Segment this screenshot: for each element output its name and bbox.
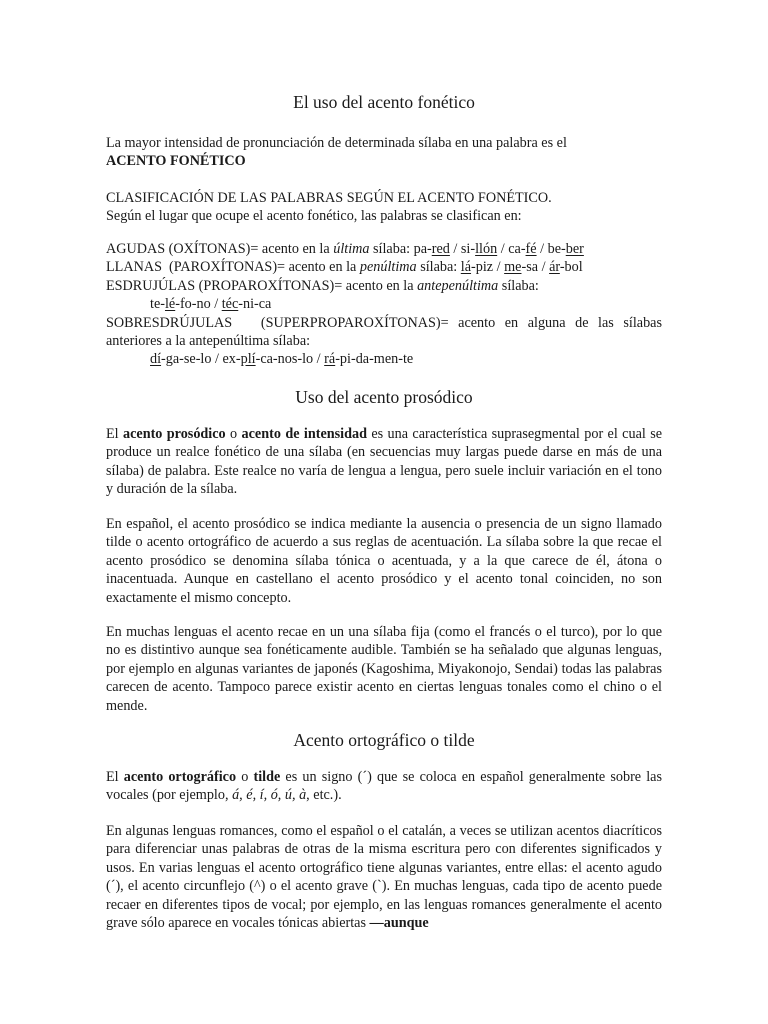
example-part: pa- bbox=[413, 241, 432, 257]
llanas-label: LLANAS (PAROXÍTONAS)= acento en la bbox=[106, 259, 360, 276]
stressed-syllable: lé bbox=[164, 296, 176, 313]
example-part: -fo-no / bbox=[175, 296, 222, 313]
agudas-label: AGUDAS (OXÍTONAS)= acento en la bbox=[106, 241, 334, 257]
ortografico-paragraph-1 bbox=[106, 768, 662, 805]
stressed-syllable: red bbox=[431, 241, 450, 257]
agudas-emphasis: última bbox=[333, 241, 370, 257]
example-part: -ga-se-lo / ex- bbox=[161, 351, 241, 368]
example-part: / ca- bbox=[497, 241, 526, 257]
example-part: / si- bbox=[449, 241, 476, 257]
text-run: es una característica suprasegmental por el cual se produce un realce fonético de una sílaba (en secuencias muy largas puede darse en más de una sílaba) de palabra. Este realce no varía de lengua a lengua, pero suele incluir variación en el tono y duración de la sílaba. bbox=[106, 426, 663, 498]
text-run: o bbox=[236, 769, 254, 785]
section-title-acento-ortografico: Acento ortográfico o tilde bbox=[293, 730, 475, 750]
bold-term: tilde bbox=[253, 769, 281, 785]
llanas-emphasis: penúltima bbox=[359, 259, 417, 276]
text-run: , etc.). bbox=[306, 787, 342, 804]
stressed-syllable: rá bbox=[324, 351, 336, 368]
section-title-acento-fonetico: El uso del acento fonético bbox=[293, 92, 475, 112]
bold-term: acento ortográfico bbox=[123, 769, 237, 785]
prosodico-paragraph-1 bbox=[106, 425, 662, 499]
stressed-syllable: ber bbox=[565, 241, 584, 257]
stressed-syllable: llón bbox=[475, 241, 498, 257]
text-run: es un signo (´) que se coloca en español generalmente sobre las vocales (por ejemplo, bbox=[106, 769, 662, 804]
stressed-syllable: me bbox=[504, 259, 522, 276]
sobresdrujulas-line: SOBRESDRÚJULAS (SUPERPROPAROXÍTONAS)= acento en alguna de las sílabas anteriores a la antepenúltima sílaba: bbox=[106, 314, 666, 350]
esdrujulas-examples bbox=[106, 295, 662, 313]
example-part: -ca-nos-lo / bbox=[255, 351, 325, 368]
classification-block bbox=[106, 189, 662, 226]
bold-term: —aunque bbox=[369, 915, 429, 932]
text-run: El bbox=[106, 769, 124, 785]
prosodico-paragraph-3 bbox=[106, 623, 662, 715]
text-run: El bbox=[106, 426, 123, 442]
example-part: / be- bbox=[536, 241, 566, 257]
agudas-rest: sílaba: bbox=[369, 241, 414, 257]
llanas-rest: sílaba: bbox=[416, 259, 461, 276]
intro-sentence: La mayor intensidad de pronunciación de determinada sílaba en una palabra es el bbox=[106, 135, 567, 151]
stressed-syllable: fé bbox=[525, 241, 537, 257]
intro-text bbox=[106, 134, 662, 171]
bold-term: acento de intensidad bbox=[241, 426, 367, 442]
example-part: -bol bbox=[559, 259, 583, 276]
bold-term: acento prosódico bbox=[123, 426, 226, 442]
ortografico-p2-text bbox=[106, 822, 662, 932]
esdrujulas-emphasis: antepenúltima bbox=[417, 277, 499, 294]
stressed-syllable: dí bbox=[150, 351, 162, 368]
example-part: -piz / bbox=[471, 259, 505, 276]
text-run: En algunas lenguas romances, como el español o el catalán, a veces se utilizan acentos diacríticos para diferenciar unas palabras de otras de la misma escritura pero con diferentes significados y usos. En varias lenguas el acento ortográfico tiene algunas variantes, entre ellas: el acento agudo (´), el acento circunflejo (^) o el acento grave (`). En muchas lenguas, cada tipo de acento puede recaer en diferentes tipos de vocal; por ejemplo, en las lenguas romances generalmente el acento grave sólo aparece en vocales tónicas abiertas bbox=[106, 823, 662, 932]
stressed-syllable: téc bbox=[221, 296, 239, 313]
agudas-line bbox=[106, 240, 662, 258]
example-part: -ni-ca bbox=[238, 296, 272, 313]
stressed-syllable: plí bbox=[240, 351, 256, 368]
text-run: o bbox=[225, 426, 242, 442]
intro-paragraph bbox=[106, 134, 662, 171]
example-part: -sa / bbox=[521, 259, 550, 276]
esdrujulas-rest: sílaba: bbox=[498, 277, 539, 294]
classification-subheading: Según el lugar que ocupe el acento fonético, las palabras se clasifican en: bbox=[106, 208, 522, 225]
sobresdrujulas-examples bbox=[106, 350, 662, 368]
ortografico-paragraph-2 bbox=[106, 822, 662, 932]
intro-bold-term: ACENTO FONÉTICO bbox=[106, 153, 246, 170]
stressed-syllable: lá bbox=[460, 259, 472, 276]
prosodico-p3-text: En muchas lenguas el acento recae en un una sílaba fija (como el francés o el turco), por lo que no es distintivo aunque sea fonéticamente audible. También se ha señalado que algunas lenguas, por ejemplo en algunas variantes de japonés (Kagoshima, Miyakonojo, Sendai) todas las palabras carecen de acento. Tampoco parece existir acento en ciertas lenguas tonales como el chino o el mende. bbox=[106, 624, 662, 714]
example-part: te- bbox=[150, 296, 165, 313]
example-part: -pi-da-men-te bbox=[335, 351, 414, 368]
ortografico-p1-text bbox=[106, 768, 662, 805]
prosodico-p2-text: En español, el acento prosódico se indica mediante la ausencia o presencia de un signo llamado tilde o acento ortográfico de acuerdo a sus reglas de acentuación. La sílaba sobre la que recae el acento prosódico se denomina sílaba tónica o acentuada, y a la que carece de él, átona o inacentuada. Aunque en castellano el acento prosódico y el acento tonal coinciden, no son exactamente el mismo concepto. bbox=[106, 516, 662, 606]
prosodico-p1-text bbox=[106, 425, 662, 499]
stressed-syllable: ár bbox=[549, 259, 560, 276]
section-title-acento-prosodico: Uso del acento prosódico bbox=[295, 387, 473, 407]
vowel-examples: á, é, í, ó, ú, à bbox=[232, 787, 307, 804]
prosodico-paragraph-2 bbox=[106, 515, 662, 607]
llanas-line bbox=[106, 258, 662, 276]
classification-heading: CLASIFICACIÓN DE LAS PALABRAS SEGÚN EL ACENTO FONÉTICO. bbox=[106, 190, 552, 206]
esdrujulas-line bbox=[106, 277, 662, 295]
word-types-list bbox=[106, 240, 666, 369]
esdrujulas-label: ESDRUJÚLAS (PROPAROXÍTONAS)= acento en la bbox=[106, 277, 418, 294]
